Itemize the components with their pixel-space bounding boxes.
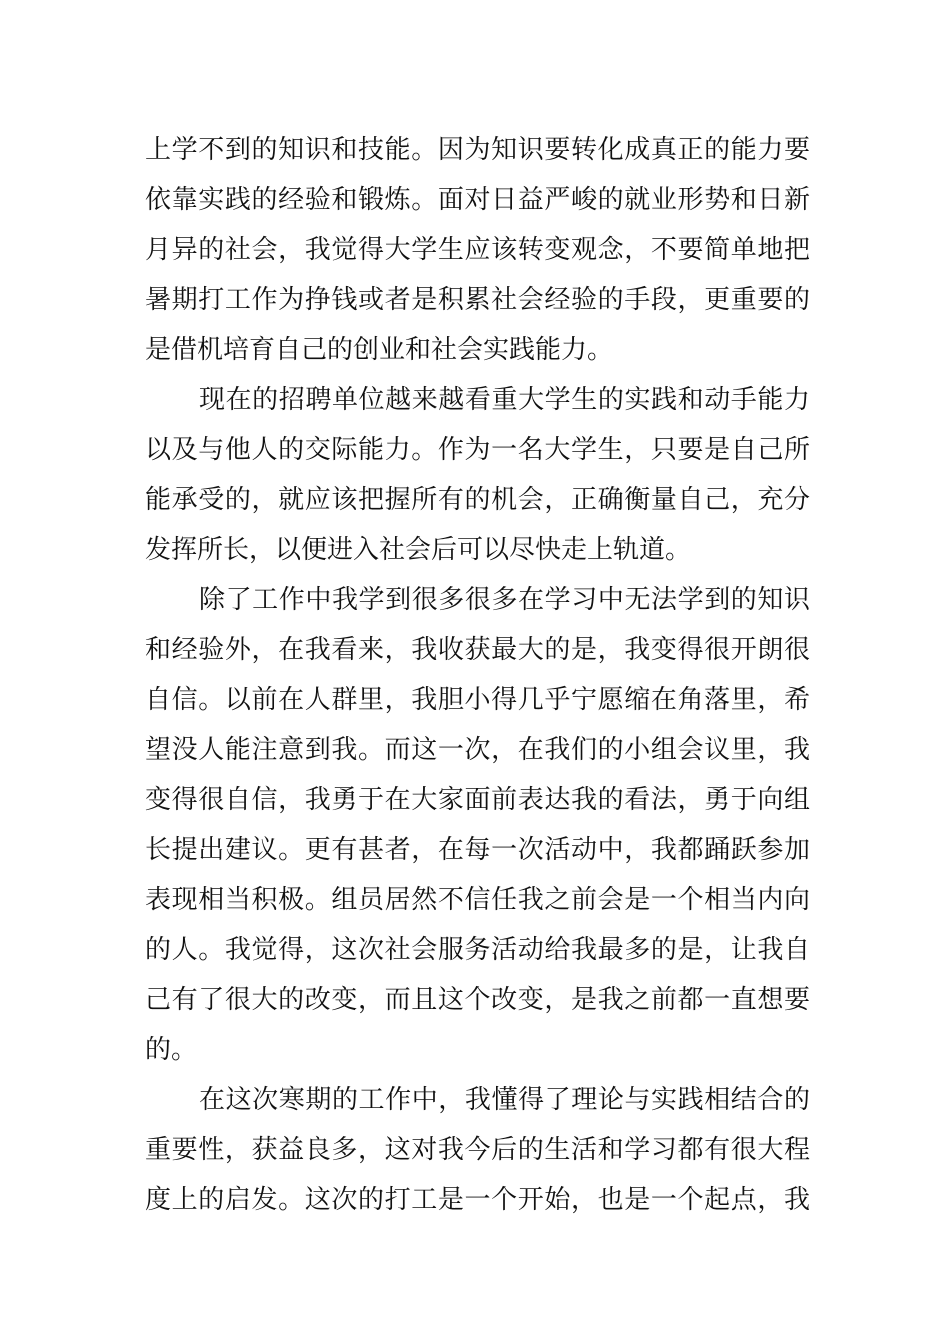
text-line: 度上的启发。这次的打工是一个开始，也是一个起点，我 — [145, 1185, 810, 1215]
text-line: 能承受的，就应该把握所有的机会，正确衡量自己，充分 — [145, 485, 810, 515]
text-line: 己有了很大的改变，而且这个改变，是我之前都一直想要 — [145, 985, 810, 1015]
text-line: 和经验外，在我看来，我收获最大的是，我变得很开朗很 — [145, 635, 810, 665]
text-line: 依靠实践的经验和锻炼。面对日益严峻的就业形势和日新 — [145, 185, 810, 215]
paragraph-first-line: 现在的招聘单位越来越看重大学生的实践和动手能力 — [199, 385, 810, 415]
text-line: 暑期打工作为挣钱或者是积累社会经验的手段，更重要的 — [145, 285, 810, 315]
text-line: 以及与他人的交际能力。作为一名大学生，只要是自己所 — [145, 435, 810, 465]
text-line: 的人。我觉得，这次社会服务活动给我最多的是，让我自 — [145, 935, 810, 965]
text-line: 望没人能注意到我。而这一次，在我们的小组会议里，我 — [145, 735, 810, 765]
paragraph-first-line: 除了工作中我学到很多很多在学习中无法学到的知识 — [199, 585, 810, 615]
paragraph-first-line: 在这次寒期的工作中，我懂得了理论与实践相结合的 — [199, 1085, 810, 1115]
text-line: 是借机培育自己的创业和社会实践能力。 — [145, 335, 614, 365]
text-line: 上学不到的知识和技能。因为知识要转化成真正的能力要 — [145, 135, 810, 165]
text-line: 长提出建议。更有甚者，在每一次活动中，我都踊跃参加 — [145, 835, 810, 865]
text-line: 的。 — [145, 1035, 198, 1065]
text-line: 重要性，获益良多，这对我今后的生活和学习都有很大程 — [145, 1135, 810, 1165]
text-line: 自信。以前在人群里，我胆小得几乎宁愿缩在角落里，希 — [145, 685, 810, 715]
text-line: 发挥所长，以便进入社会后可以尽快走上轨道。 — [145, 535, 692, 565]
text-line: 表现相当积极。组员居然不信任我之前会是一个相当内向 — [145, 885, 810, 915]
text-line: 变得很自信，我勇于在大家面前表达我的看法，勇于向组 — [145, 785, 810, 815]
text-line: 月异的社会，我觉得大学生应该转变观念，不要简单地把 — [145, 235, 810, 265]
